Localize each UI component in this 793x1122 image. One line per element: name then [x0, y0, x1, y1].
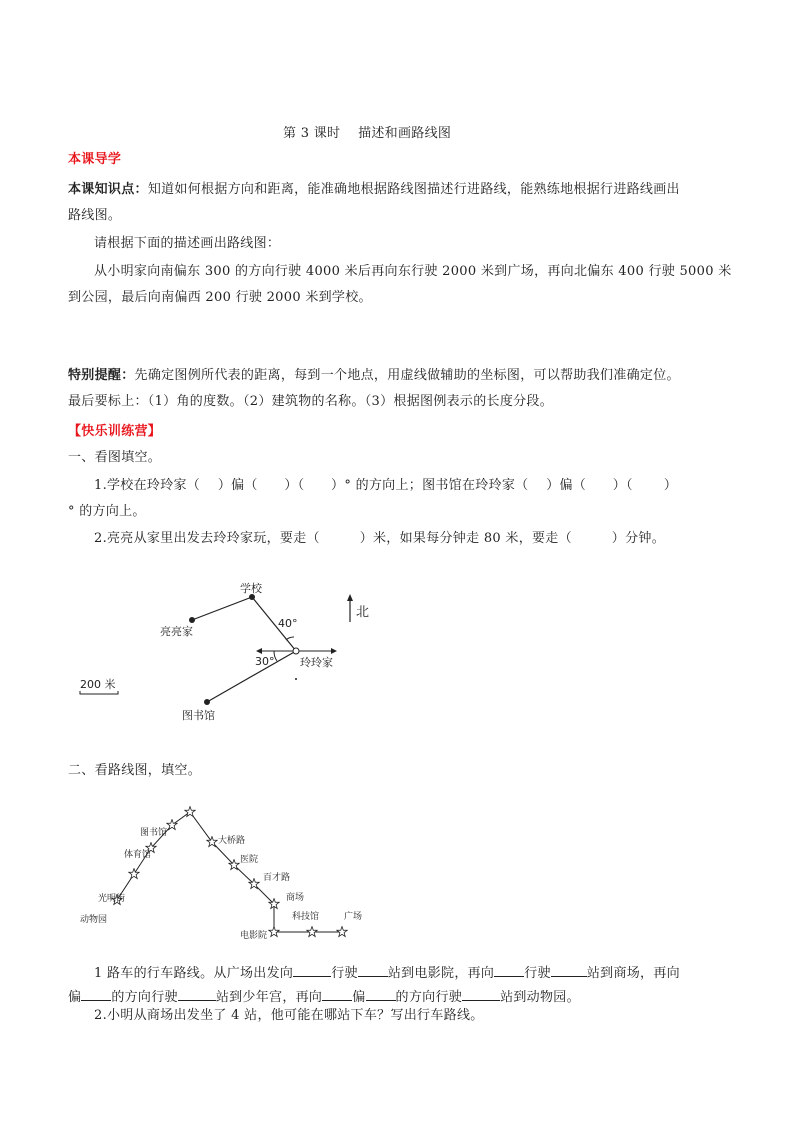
- section2-q1-line2: [68, 988, 580, 1006]
- star-daqiao: [207, 837, 217, 847]
- blank-field[interactable]: [462, 988, 500, 1001]
- school-label: 学校: [240, 582, 262, 595]
- q1-text: 站到电影院，再向: [387, 966, 495, 981]
- reminder-label: 特别提醒：: [68, 368, 135, 383]
- q1-text: 站到商场，再向: [586, 966, 680, 981]
- liangliang-home-point: [189, 617, 195, 623]
- q1-text: 偏: [352, 990, 366, 1005]
- q1-text: 站到动物园。: [500, 990, 580, 1005]
- label-library: 图书馆: [140, 828, 168, 838]
- label-hospital: 医院: [240, 855, 259, 865]
- label-square: 广场: [344, 912, 363, 922]
- blank-field[interactable]: [551, 964, 587, 977]
- blank-field[interactable]: [322, 988, 352, 1001]
- section1-q1-line2: ° 的方向上。: [68, 504, 146, 519]
- section1-q2: 2.亮亮从家里出发去玲玲家玩，要走（ ）米，如果每分钟走 80 米，要走（ ）分钟。: [94, 531, 666, 546]
- label-cinema: 电影院: [240, 931, 268, 940]
- guide-heading: 本课导学: [68, 152, 122, 167]
- description-line-1: 从小明家向南偏东 300 的方向行驶 4000 米后再向东行驶 2000 米到广场，再向北偏东 400 行驶 5000 米: [94, 264, 732, 279]
- scale-label: 200 米: [80, 678, 116, 691]
- liangliang-home-label: 亮亮家: [160, 625, 193, 638]
- label-tech: 科技馆: [292, 912, 320, 922]
- q1-text: 站到少年宫，再向: [215, 990, 323, 1005]
- path-lingling-library: [207, 651, 296, 702]
- label-daqiao: 大桥路: [218, 836, 246, 846]
- blank-field[interactable]: [366, 988, 396, 1001]
- lingling-home-label: 玲玲家: [300, 656, 333, 669]
- angle-arc-40: [286, 637, 294, 640]
- practice-heading: 【快乐训练营】: [68, 424, 162, 439]
- north-arrow-icon: [347, 594, 353, 601]
- star-cinema: [269, 927, 279, 937]
- path-liangliang-school: [192, 597, 252, 620]
- library-label: 图书馆: [182, 709, 215, 722]
- q1-text: 的方向行驶: [111, 990, 178, 1005]
- star-library: [167, 820, 177, 830]
- section1-heading: 一、看图填空。: [68, 450, 162, 465]
- label-baicai: 百才路: [263, 873, 291, 883]
- bus-route-map: [60, 800, 400, 940]
- blank-field[interactable]: [81, 988, 111, 1001]
- knowledge-text-cont: 路线图。: [68, 208, 122, 223]
- direction-diagram: [60, 570, 400, 730]
- q1-text: 的方向行驶: [395, 990, 463, 1005]
- page-title: 第 3 课时 描述和画路线图: [283, 126, 452, 141]
- knowledge-label: 本课知识点：: [68, 182, 148, 197]
- label-zoo: 动物园: [80, 915, 108, 925]
- knowledge-text: 知道如何根据方向和距离，能准确地根据路线图描述行进路线，能熟练地根据行进路线画出: [147, 182, 680, 197]
- library-point: [204, 699, 210, 705]
- description-line-2: 到公园，最后向南偏西 200 行驶 2000 米到学校。: [68, 290, 372, 305]
- angle-40-label: 40°: [278, 617, 298, 630]
- q1-text: 偏: [68, 990, 82, 1005]
- section2-q2: 2.小明从商场出发坐了 4 站，他可能在哪站下车？写出行车路线。: [94, 1008, 484, 1023]
- q1-text: 行驶: [524, 966, 551, 981]
- section1-q1-line1: 1.学校在玲玲家（ ）偏（ ）（ ）° 的方向上；图书馆在玲玲家（ ）偏（ ）（ ）: [94, 478, 678, 493]
- angle-30-label: 30°: [255, 655, 275, 668]
- blank-field[interactable]: [293, 964, 331, 977]
- q1-text: 1 路车的行车路线。从广场出发向: [94, 966, 294, 981]
- label-guangming: 光明街: [98, 894, 126, 904]
- reminder-text-cont: 最后要标上：（1）角的度数。（2）建筑物的名称。（3）根据图例表示的长度分段。: [68, 394, 554, 409]
- north-label: 北: [356, 605, 370, 620]
- star-tech: [307, 927, 317, 937]
- reminder-paragraph: [68, 368, 680, 384]
- section2-q1-line1: [94, 964, 680, 982]
- label-gym: 体育馆: [124, 850, 152, 860]
- label-mall: 商场: [286, 893, 305, 903]
- knowledge-paragraph: [68, 182, 680, 198]
- q1-text: 行驶: [331, 966, 358, 981]
- lingling-home-point: [293, 648, 299, 654]
- prompt-text: 请根据下面的描述画出路线图：: [94, 236, 281, 251]
- arrow-west-icon: [256, 648, 262, 654]
- star-guangming: [129, 869, 139, 879]
- star-square: [337, 927, 347, 937]
- blank-field[interactable]: [178, 988, 216, 1001]
- blank-field[interactable]: [358, 964, 388, 977]
- dot-mark: [295, 678, 297, 680]
- reminder-text: 先确定图例所代表的距离，每到一个地点，用虚线做辅助的坐标图，可以帮助我们准确定位。: [134, 368, 680, 383]
- arrow-east-icon: [331, 648, 337, 654]
- blank-field[interactable]: [494, 964, 524, 977]
- scale-bar: [80, 691, 118, 694]
- section2-heading: 二、看路线图，填空。: [68, 763, 202, 778]
